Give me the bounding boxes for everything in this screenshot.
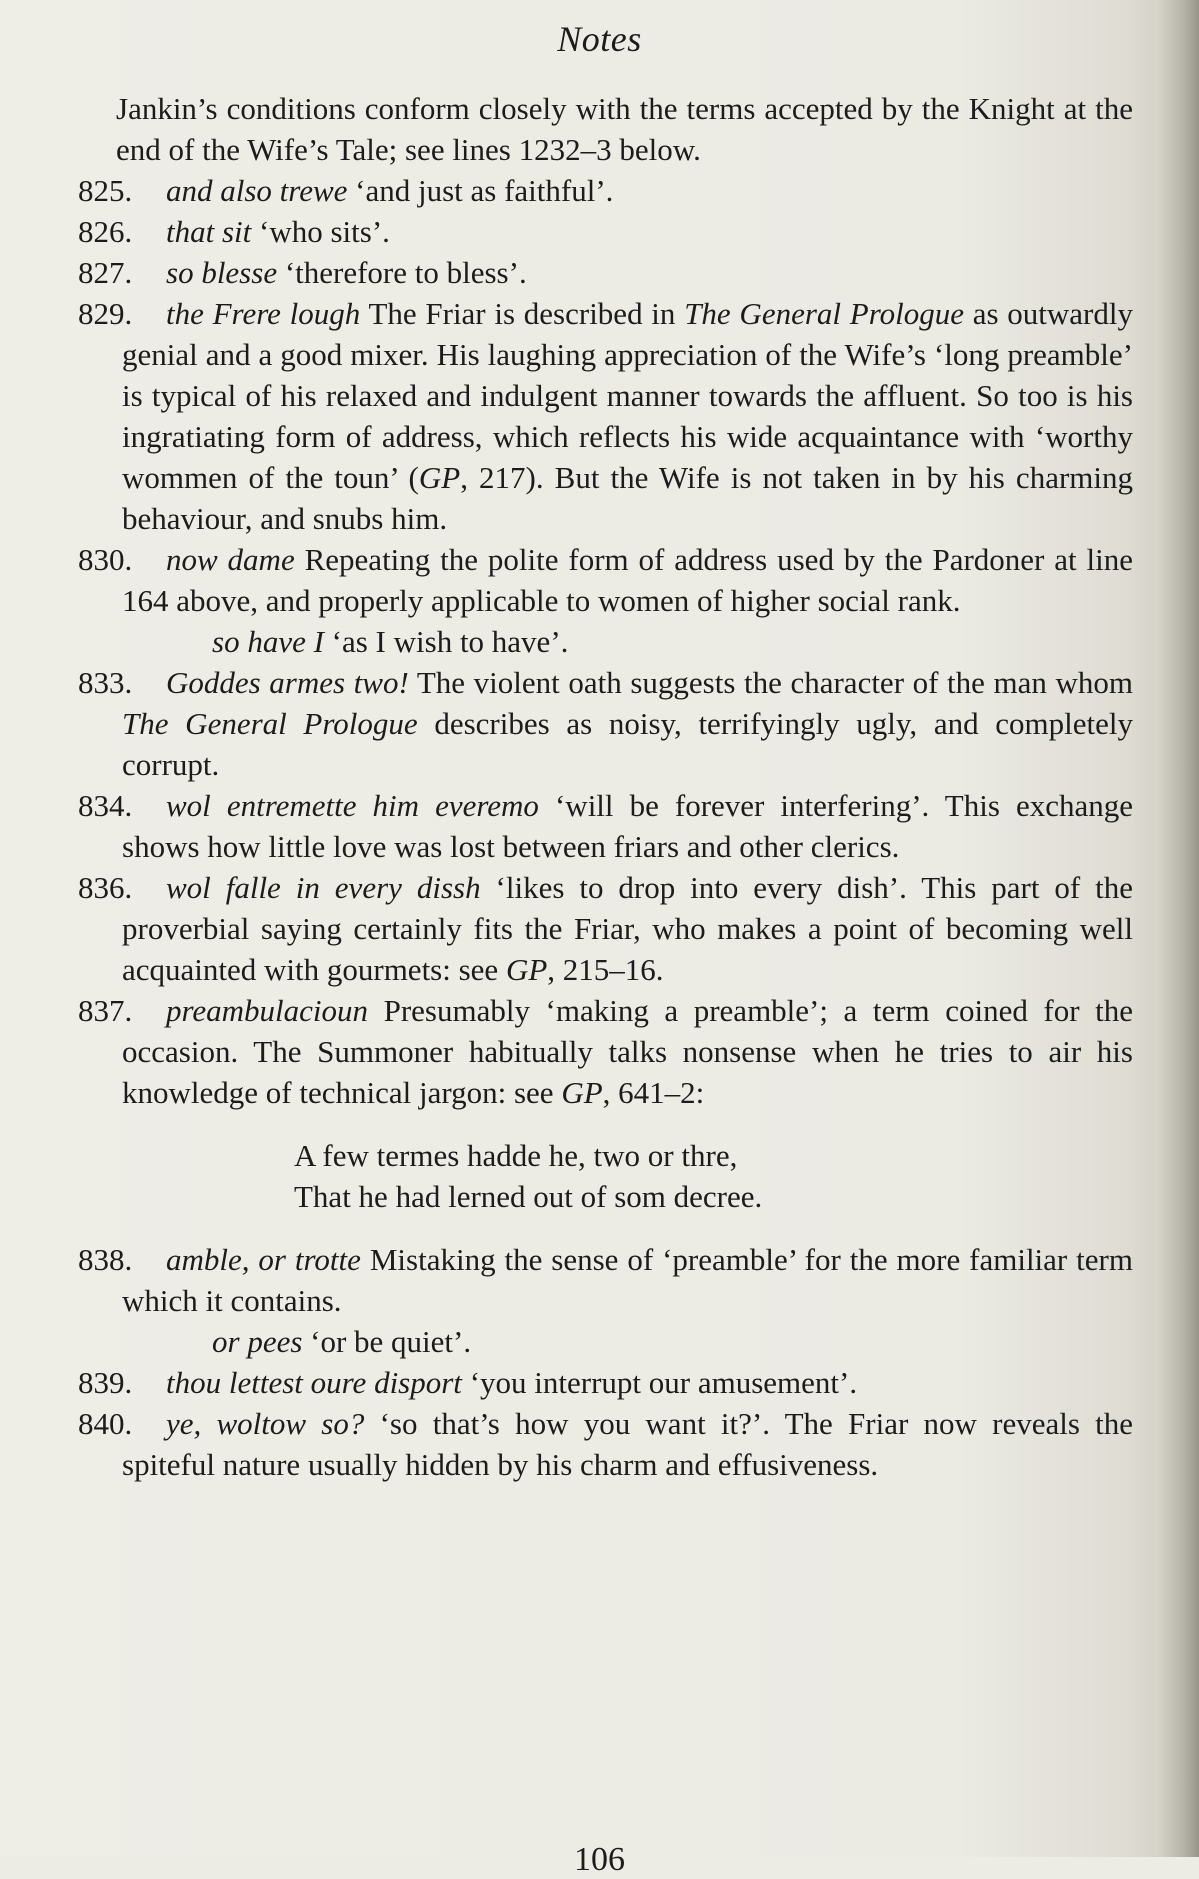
note-836 <box>78 867 1133 990</box>
note-838 <box>78 1239 1133 1321</box>
note-text: ‘therefore to bless’. <box>284 255 527 290</box>
verse-line: That he had lerned out of som decree. <box>294 1179 763 1214</box>
note-text-end: , 215–16. <box>547 952 664 987</box>
sub-lemma: or pees <box>212 1324 303 1359</box>
verse-quotation <box>294 1135 1133 1217</box>
work-title: The General Prologue <box>684 296 964 331</box>
note-830-sub <box>78 621 1133 662</box>
note-lemma: ye, woltow so? <box>166 1406 365 1441</box>
note-text: Repeating the polite form of address used by the Pardoner at line 164 above, and properly applicable to women of higher social rank. <box>122 542 1134 618</box>
note-text: ‘who sits’. <box>259 214 390 249</box>
page-gutter-shadow <box>1159 0 1199 1857</box>
note-text-continued: as outwardly genial and a good mixer. His laughing appreciation of the Wife’s ‘long preamble’ is typical of his relaxed and indulgent manner towards the affluent. So too is his ingratiating form of address, which reflects his wide acquaintance with ‘worthy wommen of the toun’ ( <box>122 296 1133 495</box>
intro-paragraph: Jankin’s conditions conform closely with the terms accepted by the Knight at the end of the Wife’s Tale; see lines 1232–3 below. <box>116 91 1133 167</box>
note-lemma: and also trewe <box>166 173 348 208</box>
note-number: 838. <box>78 1242 133 1277</box>
note-number: 836. <box>78 870 133 905</box>
note-text: ‘likes to drop into every dish’. This part of the proverbial saying certainly fits the Friar, who makes a point of becoming well acquainted with gourmets: see <box>122 870 1134 987</box>
note-text: ‘and just as faithful’. <box>355 173 614 208</box>
work-title: The General Prologue <box>122 706 418 741</box>
note-lemma: that sit <box>166 214 252 249</box>
note-number: 833. <box>78 665 133 700</box>
note-lemma: amble, or trotte <box>166 1242 361 1277</box>
note-837 <box>78 990 1133 1113</box>
note-number: 834. <box>78 788 133 823</box>
note-number: 837. <box>78 993 133 1028</box>
note-text: ‘will be forever interfering’. This exchange shows how little love was lost between friars and other clerics. <box>122 788 1133 864</box>
note-829 <box>78 293 1133 539</box>
note-lemma: the Frere lough <box>166 296 361 331</box>
note-830 <box>78 539 1133 621</box>
note-lemma: now dame <box>166 542 295 577</box>
note-text: Mistaking the sense of ‘preamble’ for the more familiar term which it contains. <box>122 1242 1133 1318</box>
note-lemma: wol entremette him everemo <box>166 788 539 823</box>
page-number: 106 <box>574 1841 625 1878</box>
note-number: 829. <box>78 296 133 331</box>
note-text-end: , 641–2: <box>602 1075 705 1110</box>
note-text-continued: describes as noisy, terrifyingly ugly, and completely corrupt. <box>122 706 1133 782</box>
verse-line: A few termes hadde he, two or thre, <box>294 1138 738 1173</box>
note-text: The Friar is described in <box>368 296 676 331</box>
note-number: 839. <box>78 1365 133 1400</box>
note-lemma: preambulacioun <box>166 993 369 1028</box>
note-text-end: , 217). But the Wife is not taken in by his charming behaviour, and snubs him. <box>122 460 1133 536</box>
note-833 <box>78 662 1133 785</box>
note-number: 840. <box>78 1406 133 1441</box>
sub-text: ‘or be quiet’. <box>310 1324 472 1359</box>
note-text: Presumably ‘making a preamble’; a term coined for the occasion. The Summoner habitually talks nonsense when he tries to air his knowledge of technical jargon: see <box>122 993 1134 1110</box>
note-number: 825. <box>78 173 133 208</box>
note-lemma: thou lettest oure disport <box>166 1365 462 1400</box>
reference-abbrev: GP <box>505 952 548 987</box>
note-text: ‘so that’s how you want it?’. The Friar now reveals the spiteful nature usually hidden by his charm and effusiveness. <box>122 1406 1134 1482</box>
sub-lemma: so have I <box>212 624 324 659</box>
note-825 <box>78 170 1133 211</box>
note-840 <box>78 1403 1133 1485</box>
note-text: ‘you interrupt our amusement’. <box>469 1365 858 1400</box>
note-number: 827. <box>78 255 133 290</box>
note-827 <box>78 252 1133 293</box>
note-lemma: wol falle in every dissh <box>166 870 481 905</box>
reference-abbrev: GP <box>561 1075 603 1110</box>
reference-abbrev: GP <box>418 460 461 495</box>
note-lemma: so blesse <box>166 255 278 290</box>
note-838-sub <box>78 1321 1133 1362</box>
note-839 <box>78 1362 1133 1403</box>
sub-text: ‘as I wish to have’. <box>331 624 569 659</box>
note-number: 826. <box>78 214 133 249</box>
note-834 <box>78 785 1133 867</box>
note-lemma: Goddes armes two! <box>166 665 409 700</box>
running-head: Notes <box>557 19 642 59</box>
notes-body <box>78 88 1133 1485</box>
note-number: 830. <box>78 542 133 577</box>
note-826 <box>78 211 1133 252</box>
note-text: The violent oath suggests the character of the man whom <box>416 665 1133 700</box>
